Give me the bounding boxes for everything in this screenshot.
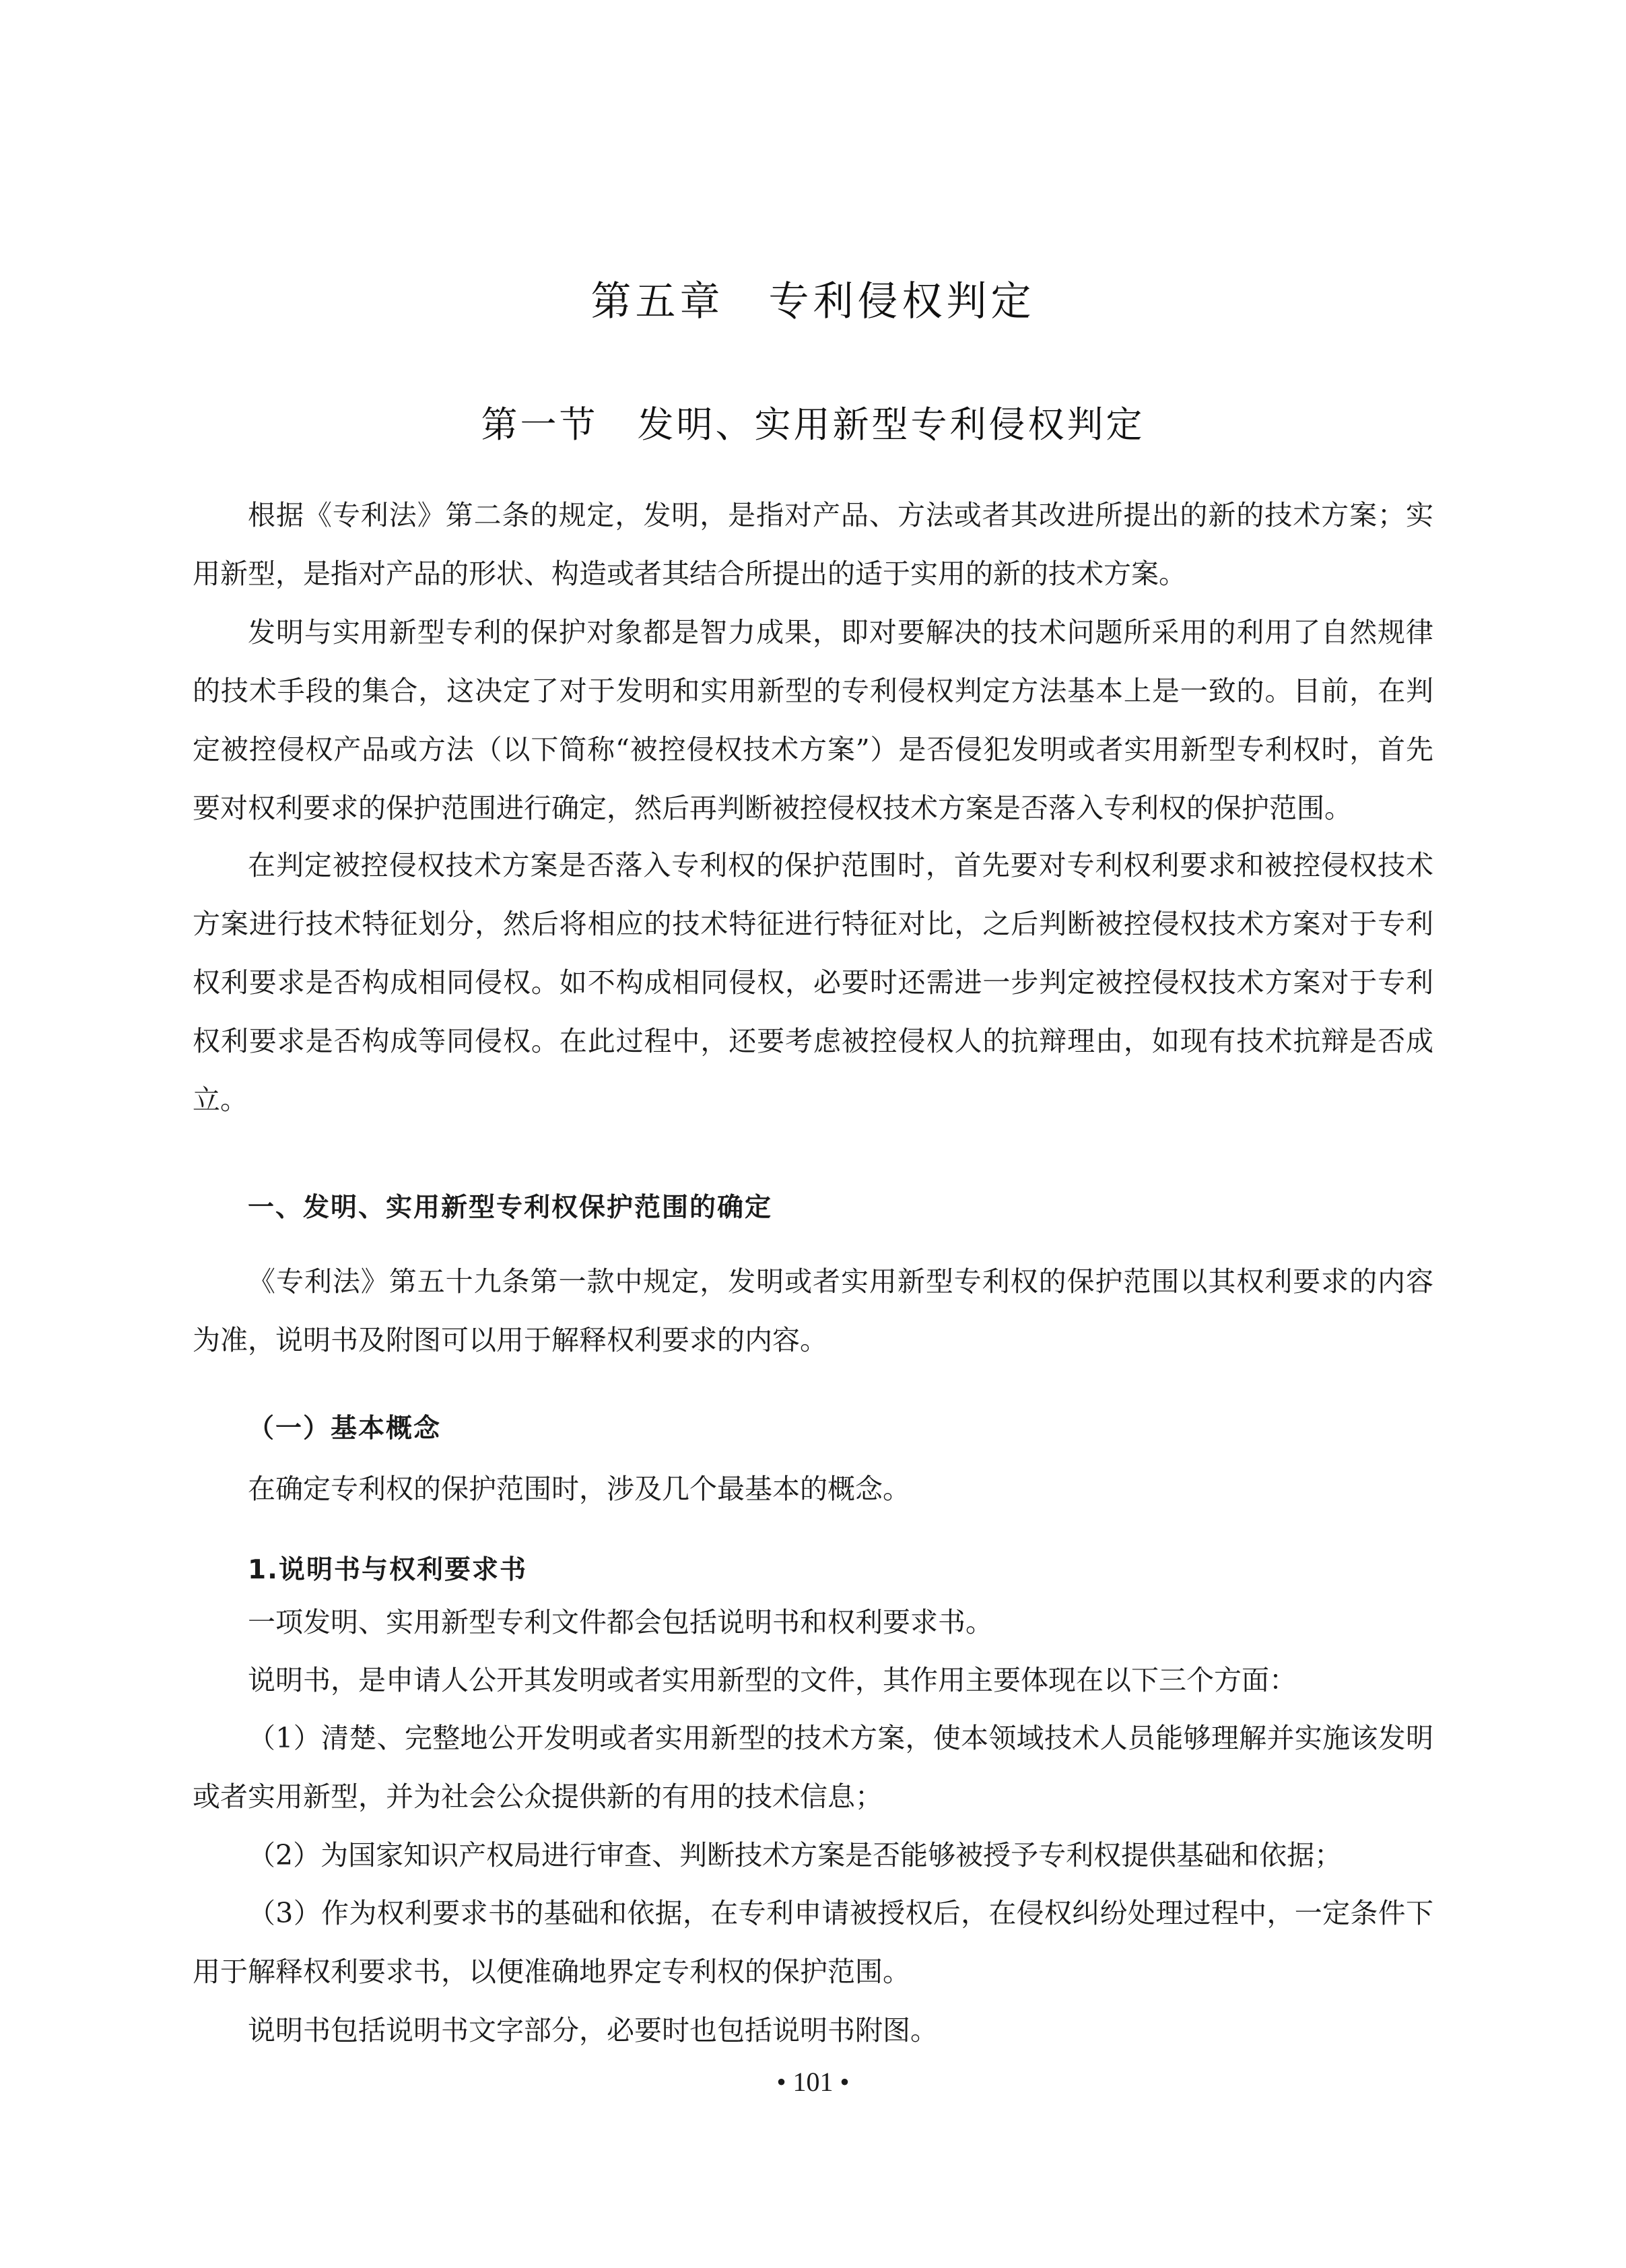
paragraph: 在判定被控侵权技术方案是否落入专利权的保护范围时，首先要对专利权利要求和被控侵权技术方案进行技术特征划分，然后将相应的技术特征进行特征对比，之后判断被控侵权技术方案对于专利权利要求是否构成相同侵权。如不构成相同侵权，必要时还需进一步判定被控侵权技术方案对于专利权利要求是否构成等同侵权。在此过程中，还要考虑被控侵权人的抗辩理由，如现有技术抗辩是否成立。 <box>193 849 1433 1116</box>
paragraph: 说明书包括说明书文字部分，必要时也包括说明书附图。 <box>248 2014 938 2046</box>
paragraph: 根据《专利法》第二条的规定，发明，是指对产品、方法或者其改进所提出的新的技术方案；实用新型，是指对产品的形状、构造或者其结合所提出的适于实用的新的技术方案。 <box>193 499 1433 590</box>
paragraph: 《专利法》第五十九条第一款中规定，发明或者实用新型专利权的保护范围以其权利要求的内容为准，说明书及附图可以用于解释权利要求的内容。 <box>193 1265 1433 1356</box>
paragraph: 说明书，是申请人公开其发明或者实用新型的文件，其作用主要体现在以下三个方面： <box>248 1664 1297 1696</box>
list-item: （2）为国家知识产权局进行审查、判断技术方案是否能够被授予专利权提供基础和依据； <box>248 1839 1343 1871</box>
section-title: 第一节 发明、实用新型专利侵权判定 <box>481 403 1145 446</box>
chapter-title: 第五章 专利侵权判定 <box>590 278 1036 325</box>
paragraph: 一项发明、实用新型专利文件都会包括说明书和权利要求书。 <box>248 1606 993 1638</box>
paragraph: 发明与实用新型专利的保护对象都是智力成果，即对要解决的技术问题所采用的利用了自然规律的技术手段的集合，这决定了对于发明和实用新型的专利侵权判定方法基本上是一致的。目前，在判定被控侵权产品或方法（以下简称“被控侵权技术方案”）是否侵犯发明或者实用新型专利权时，首先要对权利要求的保护范围进行确定，然后再判断被控侵权技术方案是否落入专利权的保护范围。 <box>193 616 1433 824</box>
paragraph: 在确定专利权的保护范围时，涉及几个最基本的概念。 <box>248 1473 910 1505</box>
list-item: （1）清楚、完整地公开发明或者实用新型的技术方案，使本领域技术人员能够理解并实施该发明或者实用新型，并为社会公众提供新的有用的技术信息； <box>193 1722 1433 1813</box>
list-item: （3）作为权利要求书的基础和依据，在专利申请被授权后，在侵权纠纷处理过程中，一定条件下用于解释权利要求书，以便准确地界定专利权的保护范围。 <box>193 1897 1433 1988</box>
subsection-heading: 1.说明书与权利要求书 <box>248 1555 527 1585</box>
subsection-heading: （一）基本概念 <box>248 1413 442 1444</box>
part-heading: 一、发明、实用新型专利权保护范围的确定 <box>248 1193 773 1223</box>
page-number: • 101 • <box>776 2067 850 2097</box>
